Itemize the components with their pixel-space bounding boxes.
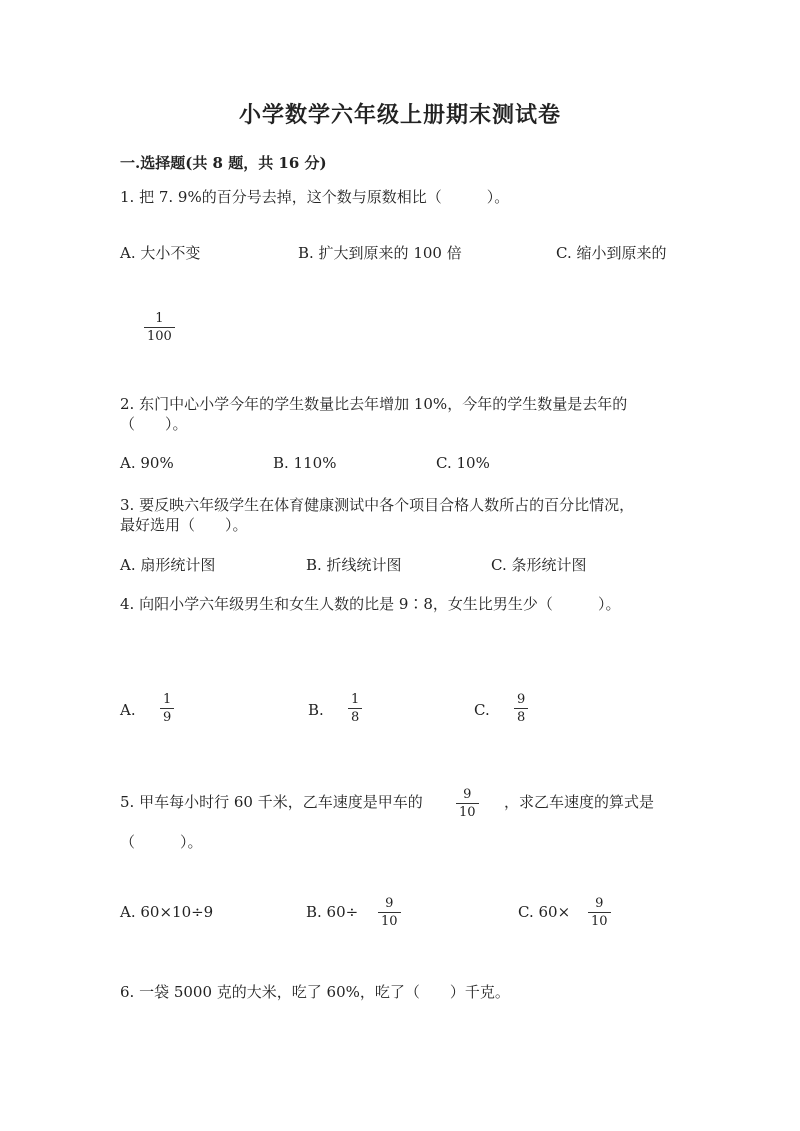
fraction-bar — [378, 912, 401, 913]
question-4-option-a-label: A. — [120, 701, 136, 719]
question-2-text-line2: （ ）。 — [120, 415, 188, 433]
question-4-option-c-fraction — [514, 692, 528, 725]
question-5-option-c-fraction — [588, 896, 611, 929]
question-5-option-b-fraction — [378, 896, 401, 929]
fraction-numerator: 9 — [595, 896, 604, 911]
question-4-option-c-label: C. — [474, 701, 490, 719]
fraction-bar — [456, 803, 479, 804]
fraction-denominator: 10 — [381, 914, 398, 929]
question-1-option-c: C. 缩小到原来的 — [556, 244, 667, 262]
question-4-text: 4. 向阳小学六年级男生和女生人数的比是 9∶8，女生比男生少（ ）。 — [120, 595, 621, 613]
question-5-text-before: 5. 甲车每小时行 60 千米，乙车速度是甲车的 — [120, 793, 423, 811]
question-6-text: 6. 一袋 5000 克的大米，吃了 60%，吃了（ ）千克。 — [120, 983, 510, 1001]
fraction-denominator: 100 — [147, 329, 172, 344]
question-5-option-b-label: B. 60÷ — [306, 903, 359, 921]
fraction-bar — [514, 708, 528, 709]
question-1-option-a: A. 大小不变 — [120, 244, 201, 262]
fraction-denominator: 10 — [591, 914, 608, 929]
question-3-option-c: C. 条形统计图 — [491, 556, 587, 574]
question-3-option-a: A. 扇形统计图 — [120, 556, 216, 574]
question-2-option-a: A. 90% — [120, 454, 174, 472]
section-heading: 一.选择题(共 8 题，共 16 分) — [120, 154, 327, 172]
question-5-option-c-label: C. 60× — [518, 903, 571, 921]
fraction-denominator: 8 — [351, 710, 360, 725]
fraction-numerator: 1 — [163, 692, 172, 707]
fraction-denominator: 9 — [163, 710, 172, 725]
fraction-bar — [588, 912, 611, 913]
question-2-option-b: B. 110% — [273, 454, 337, 472]
question-3-text-line1: 3. 要反映六年级学生在体育健康测试中各个项目合格人数所占的百分比情况， — [120, 496, 635, 514]
fraction-numerator: 1 — [155, 311, 164, 326]
question-4-option-b-label: B. — [308, 701, 324, 719]
fraction-numerator: 9 — [517, 692, 526, 707]
fraction-denominator: 8 — [517, 710, 526, 725]
question-4-option-a-fraction — [160, 692, 174, 725]
page-title: 小学数学六年级上册期末测试卷 — [238, 102, 561, 128]
fraction-bar — [348, 708, 362, 709]
question-5-option-a: A. 60×10÷9 — [120, 903, 214, 921]
question-1-text: 1. 把 7. 9%的百分号去掉，这个数与原数相比（ ）。 — [120, 188, 510, 206]
question-2-option-c: C. 10% — [436, 454, 490, 472]
fraction-bar — [160, 708, 174, 709]
fraction-numerator: 9 — [463, 787, 472, 802]
fraction-numerator: 9 — [385, 896, 394, 911]
question-5-fraction — [456, 787, 479, 820]
question-3-option-b: B. 折线统计图 — [306, 556, 402, 574]
question-2-text-line1: 2. 东门中心小学今年的学生数量比去年增加 10%，今年的学生数量是去年的 — [120, 395, 628, 413]
fraction-bar — [144, 327, 175, 328]
question-1-option-b: B. 扩大到原来的 100 倍 — [298, 244, 462, 262]
question-4-option-b-fraction — [348, 692, 362, 725]
fraction-denominator: 10 — [459, 805, 476, 820]
question-5-text-after: ，求乙车速度的算式是 — [504, 793, 655, 811]
question-3-text-line2: 最好选用（ ）。 — [120, 516, 248, 534]
question-5-text-line2: （ ）。 — [120, 833, 203, 851]
fraction-numerator: 1 — [351, 692, 360, 707]
question-1-option-c-fraction — [144, 311, 175, 344]
